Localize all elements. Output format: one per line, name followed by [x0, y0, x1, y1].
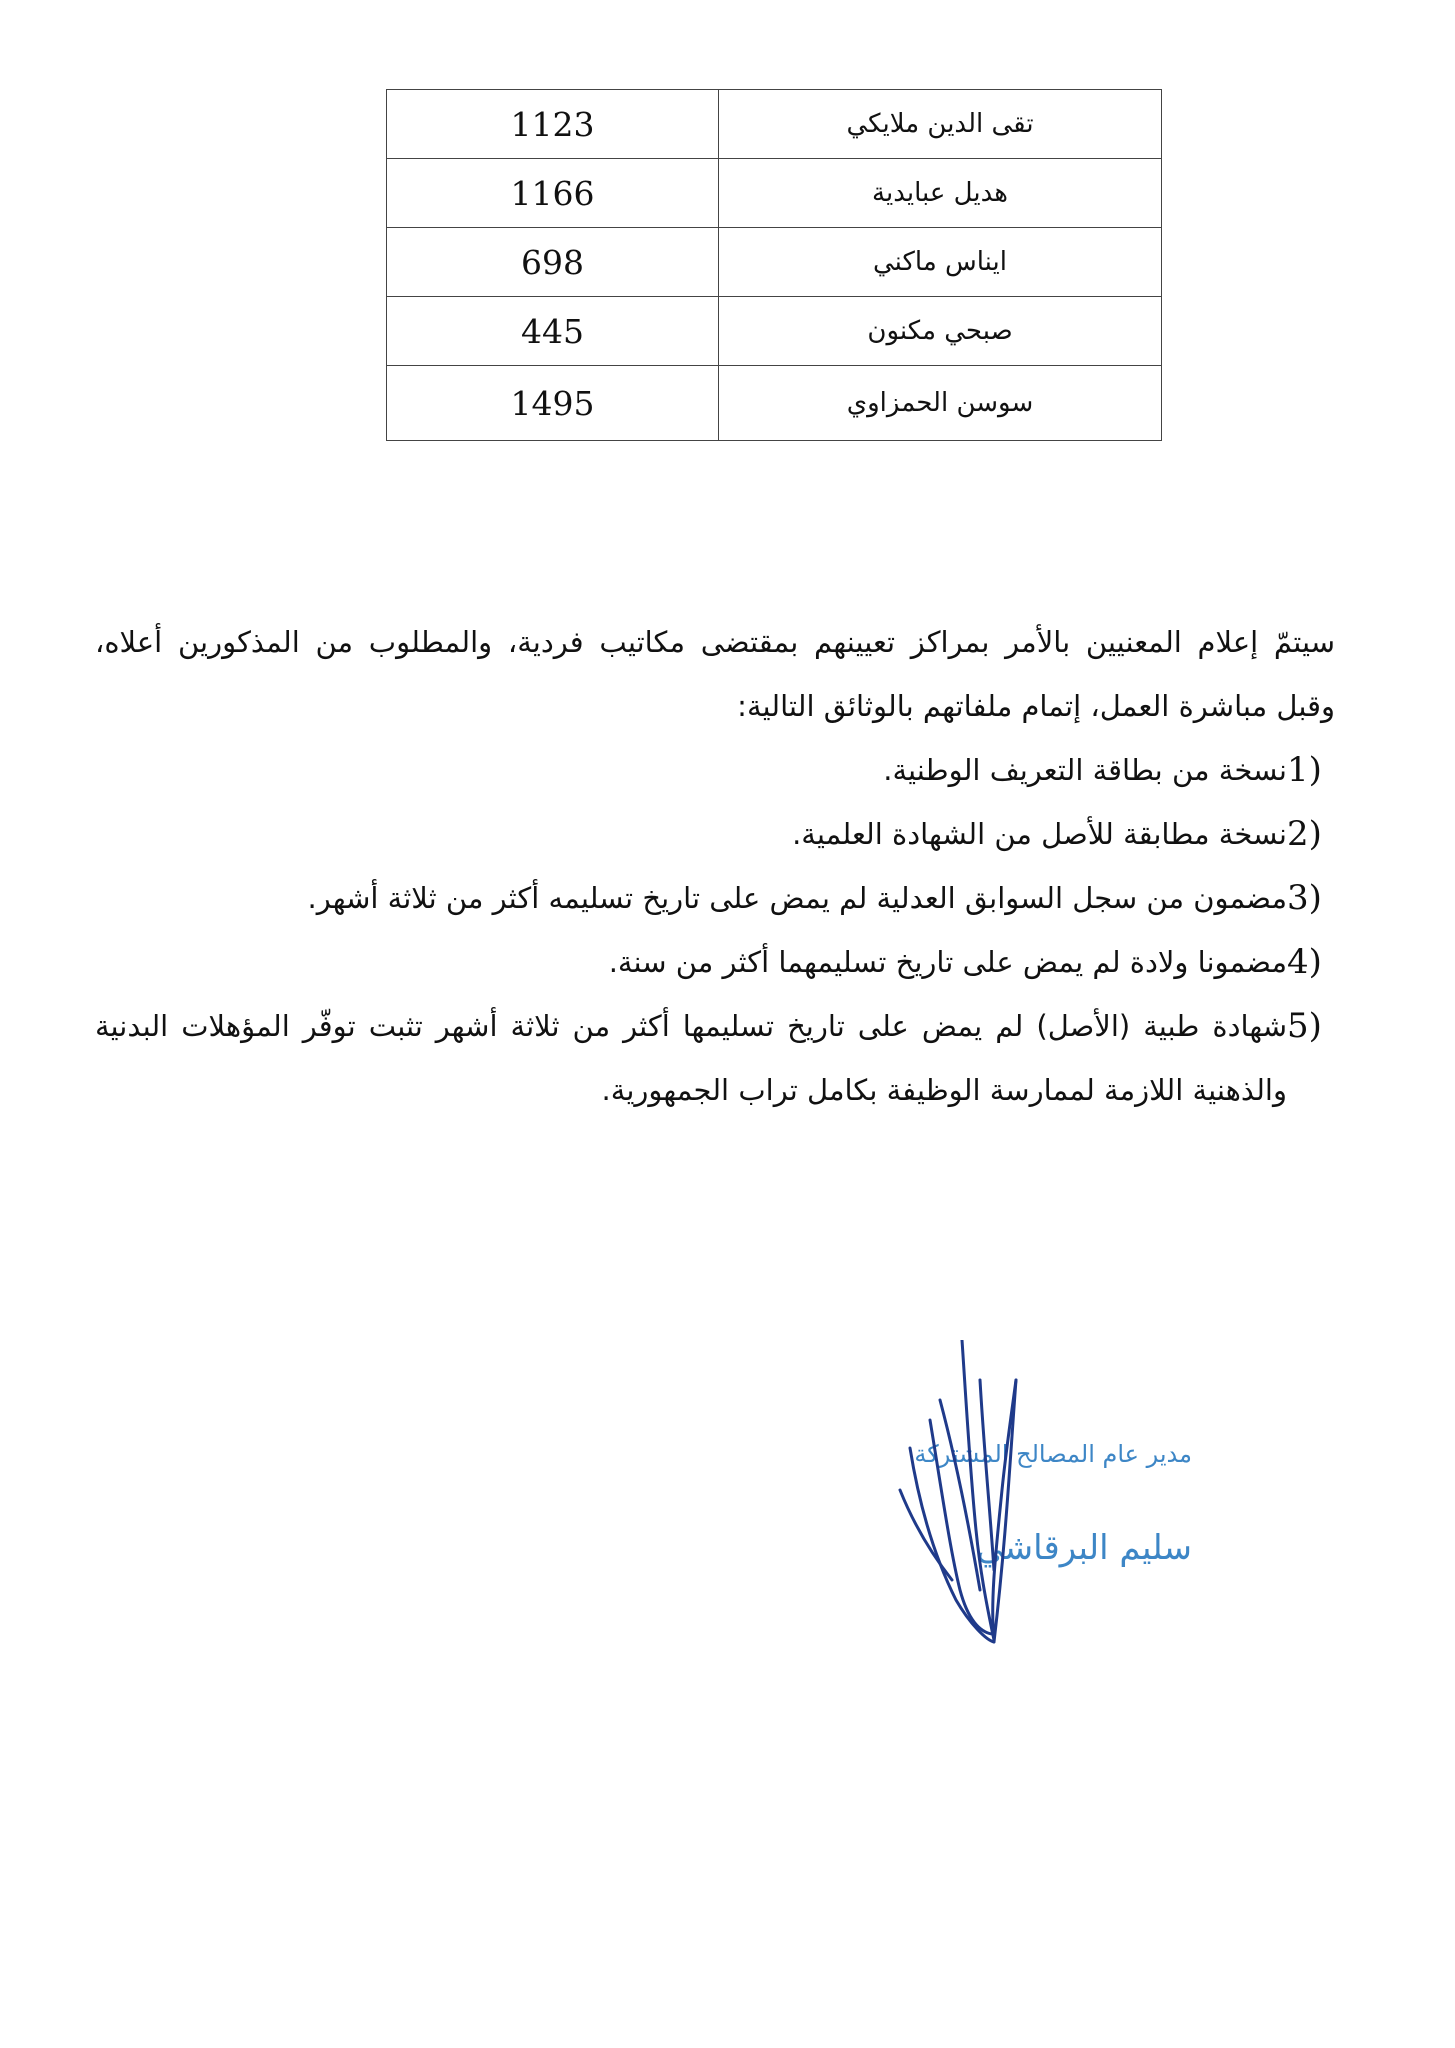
table-cell-name: هديل عبايدية — [719, 159, 1162, 228]
table-row — [387, 366, 1162, 441]
table-cell-number: 698 — [387, 228, 719, 297]
table-row — [387, 228, 1162, 297]
list-item — [95, 994, 1335, 1122]
stamp-name: سليم البرقاشي — [976, 1528, 1192, 1568]
list-item-number: 4) — [1287, 942, 1322, 982]
list-item — [95, 866, 1335, 930]
list-item-text: شهادة طبية (الأصل) لم يمض على تاريخ تسليمها أكثر من ثلاثة أشهر تثبت توفّر المؤهلات البدنية والذهنية اللازمة لممارسة الوظيفة بكامل تراب الجمهورية. — [95, 1009, 1287, 1107]
results-table — [386, 89, 1162, 441]
list-item — [95, 738, 1335, 802]
table-cell-number: 445 — [387, 297, 719, 366]
table-cell-number: 1166 — [387, 159, 719, 228]
stamp-title: مدير عام المصالح المشتركة — [914, 1440, 1192, 1468]
table-cell-name: تقى الدين ملايكي — [719, 90, 1162, 159]
list-item-text: مضمونا ولادة لم يمض على تاريخ تسليمهما أكثر من سنة. — [608, 945, 1287, 979]
list-item — [95, 802, 1335, 866]
list-item-number: 3) — [1287, 878, 1322, 918]
table-row — [387, 90, 1162, 159]
intro-paragraph — [95, 610, 1335, 1122]
table-cell-name: صبحي مكنون — [719, 297, 1162, 366]
list-item-text: نسخة مطابقة للأصل من الشهادة العلمية. — [792, 817, 1287, 851]
list-item-number: 2) — [1287, 814, 1322, 854]
table-cell-number: 1123 — [387, 90, 719, 159]
intro-line-1: سيتمّ إعلام المعنيين بالأمر بمراكز تعيينهم بمقتضى مكاتيب فردية، والمطلوب من المذكورين أعلاه، — [95, 625, 1335, 659]
list-item-number: 5) — [1287, 1006, 1322, 1046]
signature-stamp-block — [780, 1340, 1200, 1700]
handwritten-signature — [780, 1340, 1200, 1700]
list-item-text: مضمون من سجل السوابق العدلية لم يمض على تاريخ تسليمه أكثر من ثلاثة أشهر. — [307, 881, 1287, 915]
intro-line-2: وقبل مباشرة العمل، إتمام ملفاتهم بالوثائق التالية: — [737, 689, 1335, 723]
table-cell-number: 1495 — [387, 366, 719, 441]
list-item-text: نسخة من بطاقة التعريف الوطنية. — [883, 753, 1287, 787]
table-cell-name: سوسن الحمزاوي — [719, 366, 1162, 441]
requirements-list — [95, 738, 1335, 1122]
table-row — [387, 297, 1162, 366]
list-item-number: 1) — [1287, 750, 1322, 790]
table-row — [387, 159, 1162, 228]
list-item — [95, 930, 1335, 994]
table-cell-name: ايناس ماكني — [719, 228, 1162, 297]
